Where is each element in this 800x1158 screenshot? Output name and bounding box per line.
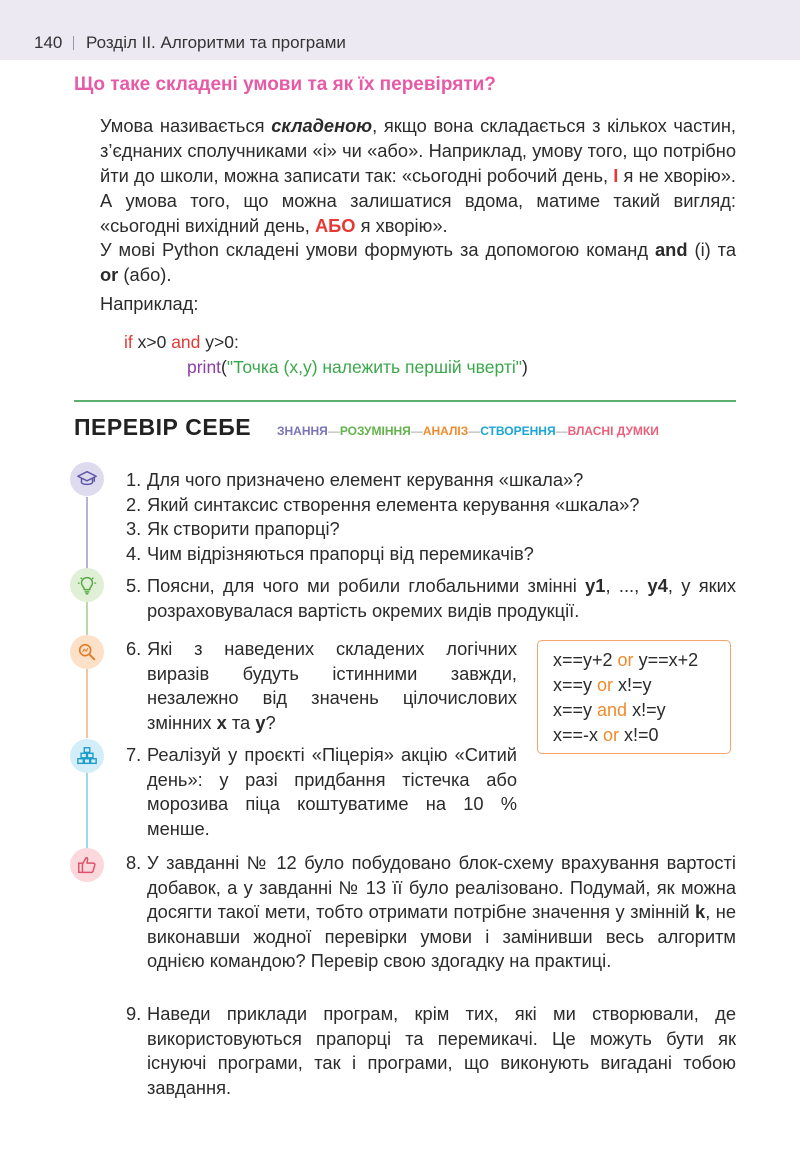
expr-text: y==x+2 [633, 650, 699, 670]
keyword-or: АБО [314, 215, 356, 236]
expr-text: x!=y [627, 700, 666, 720]
expression-1 [553, 648, 698, 673]
code-keyword: and [171, 332, 201, 352]
level-analysis: АНАЛІЗ [422, 424, 469, 438]
expr-text: x==y [553, 675, 598, 695]
expr-text: x!=y [613, 675, 652, 695]
level-dash: — [468, 424, 481, 438]
expr-operator: or [603, 725, 620, 745]
paragraph-example: Наприклад: [100, 293, 199, 314]
expr-operator: or [617, 650, 634, 670]
text: У мові Python складені умови формують за допомогою команд [100, 239, 656, 260]
question-5 [147, 574, 736, 623]
question-9: Наведи приклади програм, крім тих, які ми створювали, де використовуються прапорці та перемикачі. Це можуть бути як існуючі програми, так і програми, що виконують вигадані тобою завдання. [147, 1003, 736, 1098]
check-yourself-title: ПЕРЕВІР СЕБЕ [74, 414, 252, 440]
question-7-number: 7. [126, 744, 142, 765]
text: , якщо вона складається з кількох частин, з’єднаних сполучниками «і» чи «або». Наприклад, умову того, що потрібно йти до школи, можна записати так: «сьогодні робочий день, [100, 115, 736, 186]
question-number: 2. [126, 493, 142, 515]
question-text: Який синтаксис створення елемента керування «шкала»? [147, 493, 640, 515]
question-number: 1. [126, 469, 142, 490]
expression-4 [553, 723, 659, 748]
question-6 [147, 637, 517, 735]
keyword-and: І [613, 165, 619, 186]
graduation-cap-icon [70, 462, 104, 496]
question-text: , не виконавши жодної перевірки умови і замінивши весь алгоритм однією командою? Перевір свою здогадку на практиці. [147, 901, 737, 971]
question-number: 3. [126, 518, 142, 539]
chapter-title: Розділ ІІ. Алгоритми та програми [86, 33, 346, 52]
code-string: "Точка (x,y) належить першій чверті" [226, 357, 522, 377]
header-divider [73, 36, 74, 50]
page-header [0, 0, 800, 60]
connector-line [86, 668, 88, 738]
question-7: Реалізуй у проєкті «Піцерія» акцію «Ситий день»: у разі придбання тістечка або морозива піца коштуватиме на 10 % менше. [147, 744, 517, 839]
code-line-1 [124, 330, 239, 355]
level-creation: СТВОРЕННЯ [480, 424, 556, 438]
code-text: x>0 [132, 332, 172, 352]
question-8 [147, 851, 736, 974]
variable-x: x [216, 711, 227, 733]
code-line-2 [187, 355, 528, 380]
question-text: У завданні № 12 було побудовано блок-схему врахування вартості добавок, а у завданні № 13 її було реалізовано. Подумай, як можна досягти такої мети, тобто отримати потрібне значення у змінній [147, 852, 736, 922]
question-text: Як створити прапорці? [147, 518, 340, 539]
levels-legend [277, 424, 659, 438]
question-4 [126, 542, 534, 567]
code-keyword: if [124, 332, 133, 352]
level-own-thoughts: ВЛАСНІ ДУМКИ [567, 424, 659, 438]
question-6-number: 6. [126, 638, 142, 659]
expr-text: x==y+2 [553, 650, 618, 670]
question-2 [126, 493, 639, 518]
text: я хворію». [355, 215, 448, 236]
question-1 [126, 468, 583, 493]
blocks-icon [70, 739, 104, 773]
text: (і) та [687, 239, 736, 260]
connector-line [86, 497, 88, 569]
paragraph-compound-condition [100, 113, 736, 238]
code-text: ) [521, 357, 528, 377]
lightbulb-icon [70, 568, 104, 602]
section-divider [74, 400, 736, 402]
code-text: ( [221, 357, 227, 377]
command-or: or [100, 264, 119, 285]
variable-k: k [695, 901, 706, 922]
page-number: 140 [34, 33, 63, 52]
question-text: та [226, 711, 256, 733]
connector-line [86, 601, 88, 635]
text: Умова називається [100, 115, 272, 136]
level-understanding: РОЗУМІННЯ [339, 424, 411, 438]
connector-line [86, 773, 88, 849]
magnifier-icon [70, 635, 104, 669]
expression-3 [553, 698, 666, 723]
question-8-number: 8. [126, 852, 142, 873]
level-knowledge: ЗНАННЯ [277, 424, 328, 438]
expr-operator: and [597, 700, 628, 720]
code-function: print [187, 357, 222, 377]
variable-y4: y4 [647, 575, 668, 596]
expr-text: x!=0 [619, 725, 659, 745]
question-text: Для чого призначено елемент керування «шкала»? [147, 469, 584, 490]
command-and: and [655, 239, 688, 260]
question-text: , ..., [605, 575, 648, 596]
expr-operator: or [597, 675, 614, 695]
thumbs-up-icon [70, 848, 104, 882]
question-9-number: 9. [126, 1003, 142, 1024]
expr-text: x==-x [553, 725, 604, 745]
code-text: y>0: [200, 332, 239, 352]
section-title: Що таке складені умови та як їх перевіряти? [74, 74, 496, 95]
paragraph-python-commands [100, 237, 736, 287]
question-text: Які з наведених складених логічних виразів будуть істинними завжди, незалежно від значень цілочислових змінних [147, 638, 517, 733]
term-compound: складеною [271, 115, 373, 136]
variable-y: y [255, 711, 266, 733]
text: (або). [118, 264, 172, 285]
level-dash: — [410, 424, 423, 438]
variable-y1: y1 [585, 575, 606, 596]
question-5-number: 5. [126, 575, 142, 596]
question-text: ? [265, 711, 276, 733]
expression-2 [553, 673, 652, 698]
level-dash: — [555, 424, 568, 438]
question-text: Чим відрізняються прапорці від перемикачів? [147, 542, 534, 564]
level-dash: — [327, 424, 340, 438]
question-text: Поясни, для чого ми робили глобальними змінні [147, 575, 586, 596]
question-number: 4. [126, 542, 142, 564]
expr-text: x==y [553, 700, 598, 720]
question-3 [126, 517, 340, 542]
question-text: , у яких розраховувалася вартість окремих видів продукції. [147, 575, 736, 621]
text: я не хворію». А умова того, що можна залишатися вдома, матиме такий вигляд: «сьогодні вихідний день, [100, 165, 736, 236]
